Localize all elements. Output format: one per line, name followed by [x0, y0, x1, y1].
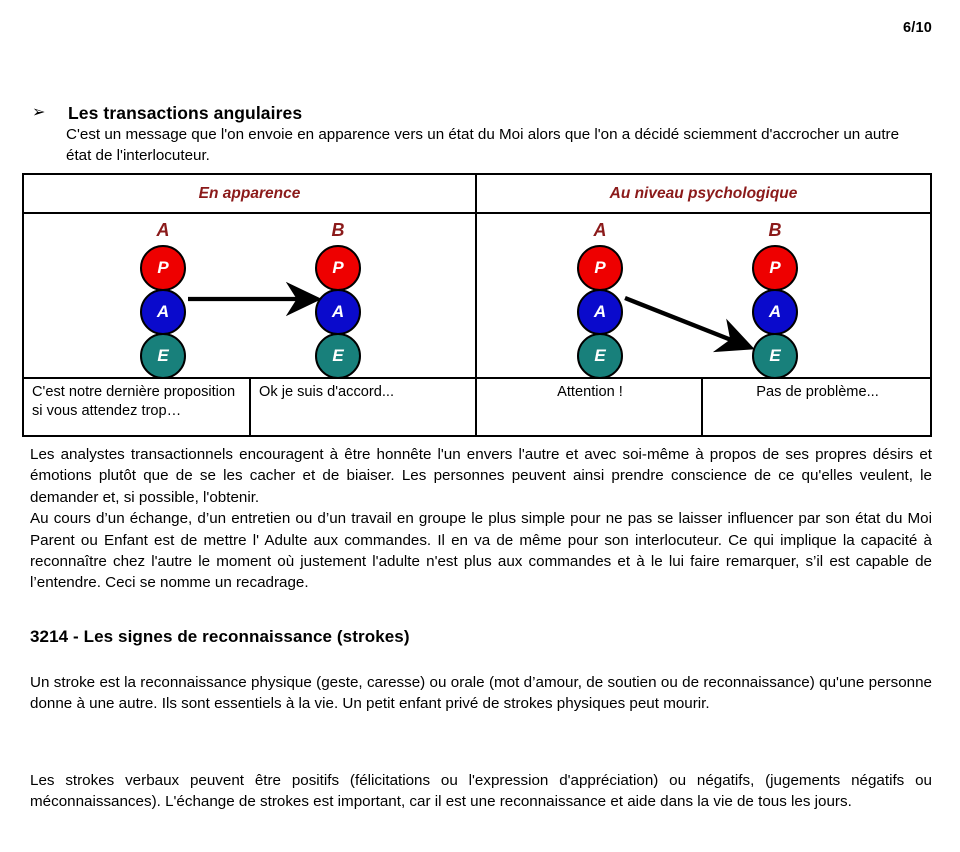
- bullet-arrow-icon: ➢: [32, 104, 46, 121]
- transactions-diagram-table: [22, 173, 932, 437]
- caption-b-en-apparence: Ok je suis d'accord...: [259, 384, 394, 400]
- ego-state-enfant: E: [315, 333, 361, 379]
- ego-state-parent: P: [140, 245, 186, 291]
- header-panel-au-niveau-psychologique: [477, 175, 930, 212]
- diagram-table-header-row: [24, 175, 930, 214]
- bullet-heading-description: C'est un message que l'on envoie en apparence vers un état du Moi alors que l'on a décidé sciemment d'accrocher un autre état de l'interlocuteur.: [66, 126, 900, 164]
- paragraph-text: Les analystes transactionnels encouragent à être honnête l'un envers l'autre et avec soi-même à propos de ses propres désirs et émotions plutôt que de se les cacher et de biaiser. Les personnes peuvent ainsi prendre conscience de ce qu'elles veulent, le demander et, si possible, l'obtenir.: [30, 446, 932, 506]
- body-paragraph-strokes-verbaux: [30, 770, 932, 813]
- diagram-panel-en-apparence: [24, 214, 477, 377]
- ego-state-adulte: A: [140, 289, 186, 335]
- ego-state-enfant: E: [752, 333, 798, 379]
- ego-stack-a-right: [577, 245, 623, 379]
- ego-stack-b-left: [315, 245, 361, 379]
- diagram-table-caption-row: [24, 379, 930, 435]
- ego-state-parent: P: [752, 245, 798, 291]
- bullet-heading-title: Les transactions angulaires: [68, 103, 303, 123]
- caption-b-au-niveau-psychologique: Pas de problème...: [756, 384, 879, 400]
- person-label-a-right: A: [593, 220, 607, 240]
- diagram-panel-au-niveau-psychologique: [477, 214, 930, 377]
- person-label-b-right: B: [768, 220, 782, 240]
- ego-state-parent: P: [577, 245, 623, 291]
- ego-stack-a-left: [140, 245, 186, 379]
- ego-state-adulte: A: [315, 289, 361, 335]
- diagram-table-graphic-row: [24, 214, 930, 379]
- body-paragraph-stroke-definition: [30, 672, 932, 715]
- person-label-b-left: B: [331, 220, 345, 240]
- header-panel-en-apparence: [24, 175, 477, 212]
- transaction-arrow-horizontal-icon: [24, 214, 477, 377]
- section-heading-strokes: 3214 - Les signes de reconnaissance (strokes): [30, 627, 410, 646]
- ego-state-enfant: E: [140, 333, 186, 379]
- section-bullet-heading: [30, 102, 930, 166]
- transaction-arrow-diagonal-icon: [477, 214, 930, 377]
- ego-state-enfant: E: [577, 333, 623, 379]
- page-number: 6/10: [902, 20, 932, 36]
- caption-a-au-niveau-psychologique: Attention !: [477, 379, 703, 435]
- caption-a-en-apparence: C'est notre dernière proposition si vous attendez trop…: [24, 379, 251, 435]
- paragraph-text: Les strokes verbaux peuvent être positifs (félicitations ou l'expression d'appréciation) ou négatifs, (jugements négatifs ou méconnaissances). L'échange de strokes est important, car il est une reconnaissance et aide dans la vie de tous les jours.: [30, 772, 932, 811]
- caption-panel-en-apparence: [24, 379, 477, 435]
- body-paragraph-transactions: [30, 444, 932, 594]
- person-label-a-left: A: [156, 220, 170, 240]
- bullet-heading-row: [30, 102, 930, 124]
- caption-panel-au-niveau-psychologique: [477, 379, 930, 435]
- ego-stack-b-right: [752, 245, 798, 379]
- header-label-en-apparence: En apparence: [198, 184, 301, 202]
- ego-state-adulte: A: [577, 289, 623, 335]
- header-label-au-niveau-psychologique: Au niveau psychologique: [609, 184, 798, 202]
- paragraph-text: Un stroke est la reconnaissance physique (geste, caresse) ou orale (mot d’amour, de soutien ou de reconnaissance) qu'une personne donne à une autre. Ils sont essentiels à la vie. Un petit enfant privé de strokes physiques peut mourir.: [30, 674, 932, 713]
- paragraph-text: Au cours d’un échange, d’un entretien ou d’un travail en groupe le plus simple pour ne pas se laisser influencer par son état du Moi Parent ou Enfant est de mettre l' Adulte aux commandes. Il en va de même pour son interlocuteur. Ce qui implique la capacité à reconnaître chez l'autre le moment où justement l'adulte n'est plus aux commandes et à le lui faire remarquer, s’il est capable de l’entendre. Ceci se nomme un recadrage.: [30, 510, 932, 592]
- ego-state-parent: P: [315, 245, 361, 291]
- ego-state-adulte: A: [752, 289, 798, 335]
